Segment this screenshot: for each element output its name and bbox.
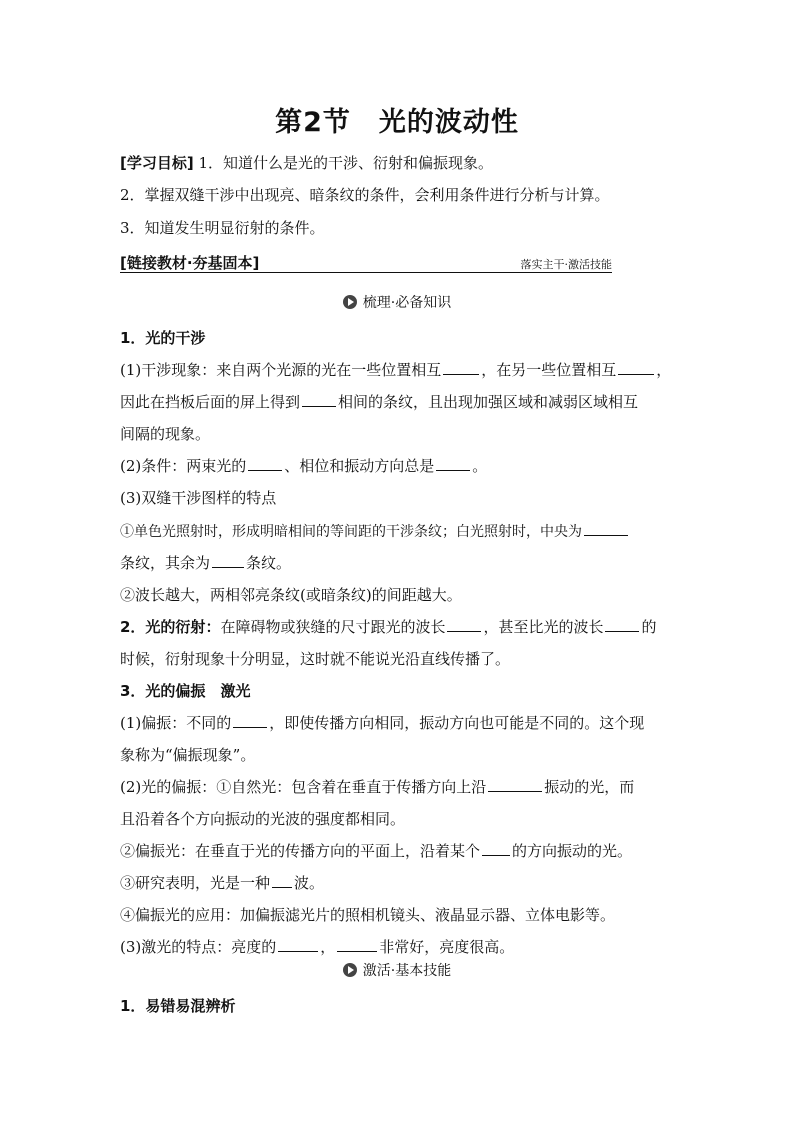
banner-title: [链接教材·夯基固本] (120, 254, 260, 272)
heading-error-analysis: 1．易错易混辨析 (120, 997, 236, 1015)
play-icon (343, 295, 357, 309)
section-heading-1-text: 梳理·必备知识 (362, 295, 452, 311)
para-line (120, 841, 632, 861)
blank (278, 937, 318, 952)
blank (337, 937, 377, 952)
objective-line-3: 3．知道发生明显衍射的条件。 (120, 219, 325, 237)
text-run: 振动的光，而 (544, 778, 635, 796)
blank (443, 360, 479, 375)
text-run: 非常好，亮度很高。 (379, 938, 515, 956)
text-run: ①单色光照射时，形成明暗相间的等间距的干涉条纹；白光照射时，中央为 (120, 524, 582, 540)
text-run: 在障碍物或狭缝的尺寸跟光的波长 (220, 618, 446, 636)
para-line (120, 937, 514, 957)
text-run: ，在另一些位置相互 (481, 361, 617, 379)
text-run: ②偏振光：在垂直于光的传播方向的平面上，沿着某个 (120, 842, 481, 860)
para-line (120, 777, 634, 797)
para-line: (3)双缝干涉图样的特点 (120, 489, 277, 507)
page-title: 第2节 光的波动性 (275, 107, 519, 138)
heading-diffraction: 2．光的衍射： (120, 618, 221, 636)
para-line (120, 392, 638, 412)
text-run: (2)光的偏振：①自然光：包含着在垂直于传播方向上沿 (120, 778, 487, 796)
blank (272, 873, 292, 888)
para-line: ④偏振光的应用：加偏振滤光片的照相机镜头、液晶显示器、立体电影等。 (120, 906, 616, 924)
section-banner (120, 252, 612, 273)
text-run: 相间的条纹，且出现加强区域和减弱区域相互 (338, 393, 639, 411)
objective-line-2: 2．掌握双缝干涉中出现亮、暗条纹的条件，会利用条件进行分析与计算。 (120, 186, 610, 204)
section-heading-1 (0, 292, 794, 312)
blank (605, 617, 639, 632)
text-run: ，即使传播方向相同，振动方向也可能是不同的。这个现 (269, 714, 645, 732)
blank (212, 553, 244, 568)
section-heading-2-text: 激活·基本技能 (362, 963, 452, 979)
text-run: ， (320, 938, 336, 956)
section-heading-2 (0, 960, 794, 980)
text-run: 条纹。 (246, 554, 292, 572)
para-line (120, 360, 671, 380)
blank (618, 360, 654, 375)
text-run: 的 (641, 618, 657, 636)
blank (233, 713, 267, 728)
text-run: (1)干涉现象：来自两个光源的光在一些位置相互 (120, 361, 442, 379)
para-line: 象称为“偏振现象”。 (120, 746, 256, 764)
text-run: 。 (472, 457, 488, 475)
para-line (120, 521, 630, 542)
text-run: (3)激光的特点：亮度的 (120, 938, 277, 956)
objective-text-1: 1．知道什么是光的干涉、衍射和偏振现象。 (193, 154, 494, 172)
blank (302, 392, 336, 407)
blank (248, 456, 282, 471)
para-line (120, 456, 487, 476)
text-run: ③研究表明，光是一种 (120, 874, 271, 892)
text-run: 因此在挡板后面的屏上得到 (120, 393, 301, 411)
text-run: ， (656, 361, 672, 379)
para-line (120, 617, 657, 637)
play-icon (343, 963, 357, 977)
para-line (120, 553, 291, 573)
objective-tag: [学习目标] (120, 154, 194, 172)
text-run: (1)偏振：不同的 (120, 714, 232, 732)
text-run: 的方向振动的光。 (512, 842, 633, 860)
blank (436, 456, 470, 471)
heading-polarization: 3．光的偏振 激光 (120, 682, 251, 700)
text-run: (2)条件：两束光的 (120, 457, 247, 475)
para-line (120, 713, 644, 733)
text-run: 、相位和振动方向总是 (284, 457, 435, 475)
para-line: ②波长越大，两相邻亮条纹(或暗条纹)的间距越大。 (120, 586, 462, 604)
text-run: 波。 (294, 874, 325, 892)
para-line: 间隔的现象。 (120, 425, 211, 443)
para-line: 且沿着各个方向振动的光波的强度都相同。 (120, 810, 406, 828)
blank (488, 777, 542, 792)
blank (447, 617, 481, 632)
heading-interference: 1．光的干涉 (120, 329, 206, 347)
para-line (120, 873, 324, 893)
text-run: 条纹，其余为 (120, 554, 211, 572)
banner-subtitle: 落实主干·激活技能 (520, 258, 612, 271)
para-line: 时候，衍射现象十分明显，这时就不能说光沿直线传播了。 (120, 650, 511, 668)
text-run: ，甚至比光的波长 (483, 618, 604, 636)
blank (584, 521, 628, 536)
objective-line-1 (120, 153, 493, 173)
blank (482, 841, 510, 856)
